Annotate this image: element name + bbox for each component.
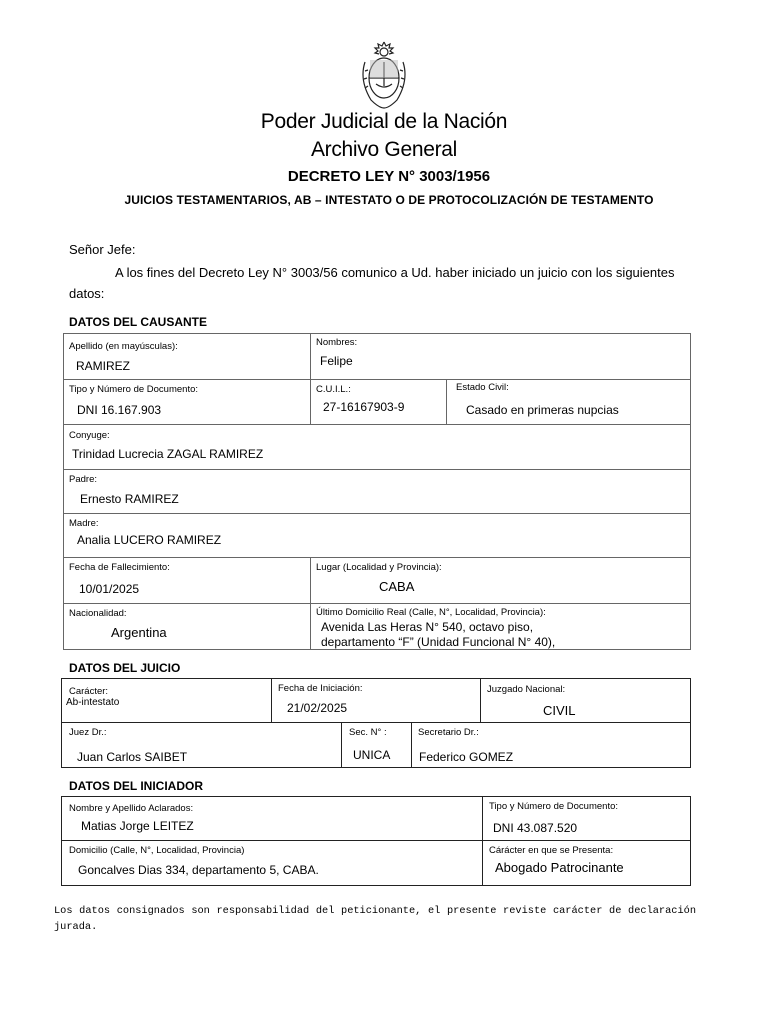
documento-label: Tipo y Número de Documento: [69,384,199,395]
divider [310,333,311,424]
divider [446,379,447,424]
nombre-iniciador-label: Nombre y Apellido Aclarados: [69,803,194,814]
apellido-value: RAMIREZ [76,359,130,373]
divider [480,678,481,722]
caracter-juicio-label: Carácter: [69,686,109,697]
divider [63,557,691,558]
divider [411,722,412,768]
secretario-label: Secretario Dr.: [418,727,479,738]
domicilio-iniciador-label: Domicilio (Calle, N°, Localidad, Provincia) [69,845,245,856]
divider [271,678,272,722]
juez-value: Juan Carlos SAIBET [77,750,188,764]
divider [63,603,691,604]
domicilio-causante-label: Último Domicilio Real (Calle, N°, Localidad, Provincia): [316,607,546,618]
nacionalidad-value: Argentina [111,625,167,640]
juzgado-value: CIVIL [543,703,576,718]
institution-title: Poder Judicial de la Nación [260,110,508,133]
domicilio-causante-line2: departamento “F” (Unidad Funcional N° 40), [321,635,556,649]
subject-heading: JUICIOS TESTAMENTARIOS, AB – INTESTATO O DE PROTOCOLIZACIÓN DE TESTAMENTO [124,193,654,207]
nombres-value: Felipe [320,354,353,368]
padre-value: Ernesto RAMIREZ [80,492,179,506]
conyuge-label: Conyuge: [69,430,110,441]
fecha-inicio-value: 21/02/2025 [287,701,348,715]
section-title-causante: DATOS DEL CAUSANTE [69,315,208,329]
lugar-value: CABA [379,579,415,594]
sec-label: Sec. N° : [349,727,387,738]
divider [482,796,483,886]
domicilio-iniciador-value: Goncalves Dias 334, departamento 5, CABA. [78,863,319,877]
section-title-iniciador: DATOS DEL INICIADOR [69,779,204,793]
apellido-label: Apellido (en mayúsculas): [69,341,178,352]
caracter-juicio-value: Ab-intestato [66,697,120,708]
divider [61,722,691,723]
juzgado-label: Juzgado Nacional: [487,684,566,695]
estado-civil-label: Estado Civil: [456,382,509,393]
intro-paragraph: A los fines del Decreto Ley N° 3003/56 comunico a Ud. haber iniciado un juicio con los siguientes datos: [69,265,675,301]
madre-label: Madre: [69,518,99,529]
estado-civil-value: Casado en primeras nupcias [466,403,619,417]
documento-iniciador-label: Tipo y Número de Documento: [489,801,619,812]
madre-value: Analia LUCERO RAMIREZ [77,533,222,547]
divider [63,513,691,514]
juez-label: Juez Dr.: [69,727,107,738]
secretario-value: Federico GOMEZ [419,750,514,764]
nacionalidad-label: Nacionalidad: [69,608,127,619]
divider [61,840,691,841]
padre-label: Padre: [69,474,97,485]
nombre-iniciador-value: Matias Jorge LEITEZ [81,819,194,833]
divider [341,722,342,768]
nombres-label: Nombres: [316,337,358,348]
caracter-iniciador-value: Abogado Patrocinante [495,860,624,875]
decree-heading: DECRETO LEY N° 3003/1956 [287,168,491,185]
fecha-inicio-label: Fecha de Iniciación: [278,683,363,694]
cuil-label: C.U.I.L.: [316,384,351,395]
documento-value: DNI 16.167.903 [77,403,162,417]
sec-value: UNICA [353,748,391,762]
fecha-fallecimiento-value: 10/01/2025 [79,582,140,596]
office-title: Archivo General [310,138,458,161]
domicilio-causante-line1: Avenida Las Heras N° 540, octavo piso, [321,620,534,634]
lugar-label: Lugar (Localidad y Provincia): [316,562,442,573]
divider [310,557,311,650]
divider [63,379,691,380]
divider [63,424,691,425]
caracter-iniciador-label: Cárácter en que se Presenta: [489,845,614,856]
cuil-value: 27-16167903-9 [323,400,405,414]
documento-iniciador-value: DNI 43.087.520 [493,821,578,835]
divider [63,469,691,470]
fecha-fallecimiento-label: Fecha de Fallecimiento: [69,562,170,573]
national-coat-of-arms-icon [356,40,412,110]
salutation: Señor Jefe: [69,242,136,257]
disclaimer: Los datos consignados son responsabilidad del peticionante, el presente reviste carácter de declaración jurada. [54,905,696,933]
conyuge-value: Trinidad Lucrecia ZAGAL RAMIREZ [72,447,264,461]
section-title-juicio: DATOS DEL JUICIO [69,661,181,675]
